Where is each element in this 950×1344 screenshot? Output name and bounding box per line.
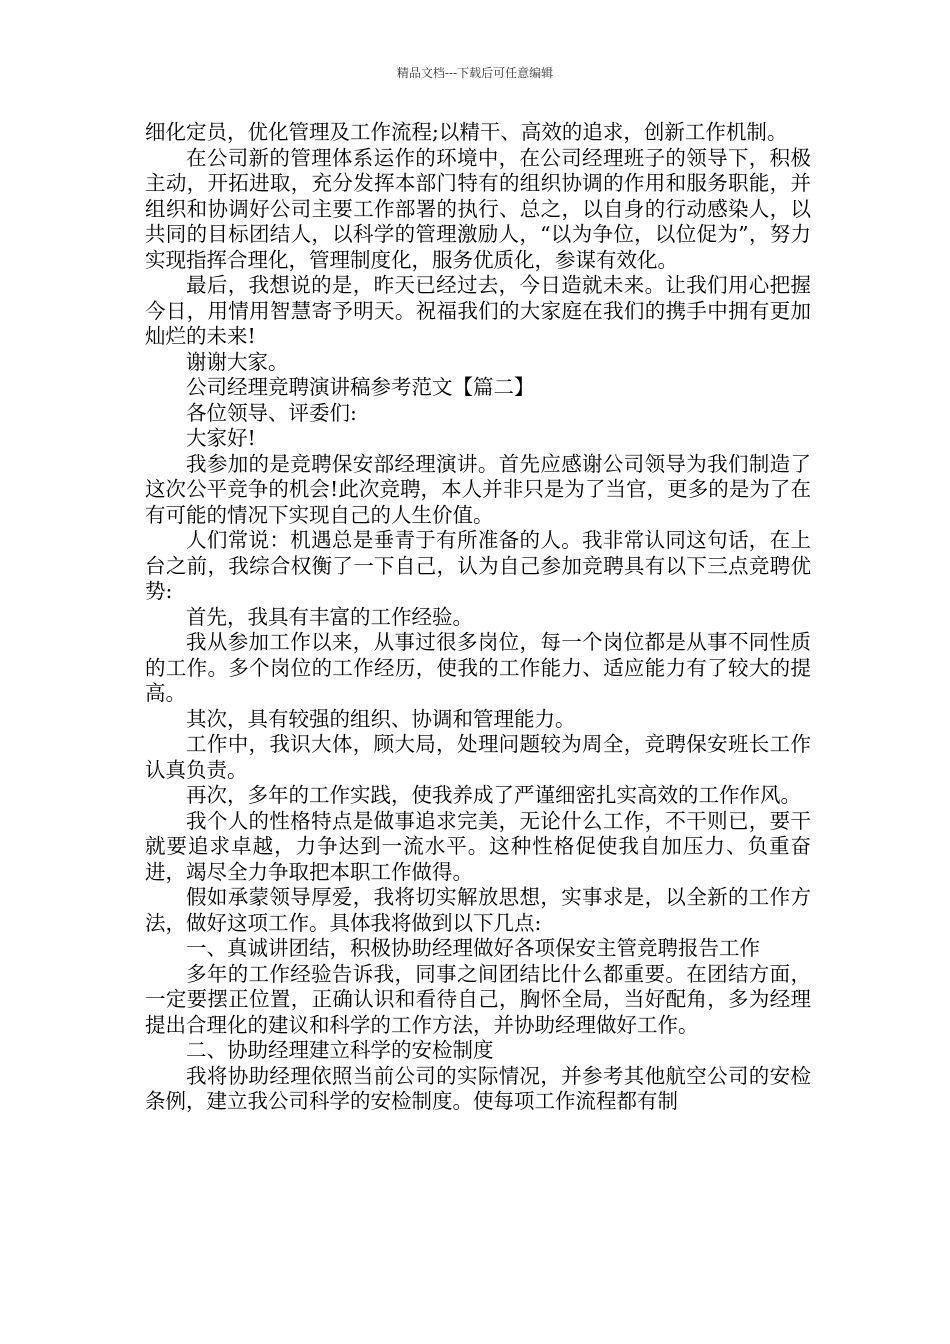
paragraph: 最后，我想说的是，昨天已经过去，今日造就未来。让我们用心把握今日，用情用智慧寄予明天。祝福我们的大家庭在我们的携手中拥有更加灿烂的未来! [145, 273, 811, 348]
paragraph: 假如承蒙领导厚爱，我将切实解放思想，实事求是，以全新的工作方法，做好这项工作。具体我将做到以下几点: [145, 885, 811, 935]
paragraph: 谢谢大家。 [186, 349, 289, 374]
page-header: 精品文档---下载后可任意编辑 [396, 66, 554, 80]
paragraph: 首先，我具有丰富的工作经验。 [186, 604, 473, 629]
document-body [145, 120, 811, 1115]
paragraph: 其次，具有较强的组织、协调和管理能力。 [186, 706, 576, 731]
paragraph: 工作中，我识大体，顾大局，处理问题较为周全，竞聘保安班长工作认真负责。 [145, 732, 811, 782]
paragraph: 各位领导、评委们: [186, 400, 357, 425]
paragraph: 我将协助经理依照当前公司的实际情况，并参考其他航空公司的安检条例，建立我公司科学的安检制度。使每项工作流程都有制 [145, 1063, 811, 1113]
paragraph: 多年的工作经验告诉我，同事之间团结比什么都重要。在团结方面，一定要摆正位置，正确认识和看待自己，胸怀全局，当好配角，多为经理提出合理化的建议和科学的工作方法，并协助经理做好工作。 [145, 961, 811, 1037]
paragraph: 公司经理竞聘演讲稿参考范文【篇二】 [186, 375, 535, 399]
paragraph: 大家好! [186, 426, 256, 450]
paragraph: 二、协助经理建立科学的安检制度 [186, 1038, 494, 1062]
paragraph: 我参加的是竞聘保安部经理演讲。首先应感谢公司领导为我们制造了这次公平竞争的机会!此次竞聘，本人并非只是为了当官，更多的是为了在有可能的情况下实现自己的人生价值。 [145, 451, 811, 527]
paragraph: 我个人的性格特点是做事追求完美，无论什么工作，不干则已，要干就要追求卓越，力争达到一流水平。这种性格促使我自加压力、负重奋进，竭尽全力争取把本职工作做得。 [145, 808, 811, 884]
paragraph: 一、真诚讲团结，积极协助经理做好各项保安主管竞聘报告工作 [186, 936, 760, 960]
paragraph: 人们常说：机遇总是垂青于有所准备的人。我非常认同这句话，在上台之前，我综合权衡了一下自己，认为自己参加竞聘具有以下三点竞聘优势: [145, 528, 811, 603]
paragraph: 再次，多年的工作实践，使我养成了严谨细密扎实高效的工作作风。 [186, 783, 801, 807]
paragraph: 在公司新的管理体系运作的环境中，在公司经理班子的领导下，积极主动，开拓进取，充分发挥本部门特有的组织协调的作用和服务职能，并组织和协调好公司主要工作部署的执行、总之，以自身的行动感染人，以共同的目标团结人，以科学的管理激励人，“以为争位，以位促为”，努力实现指挥合理化，管理制度化，服务优质化，参谋有效化。 [145, 145, 811, 272]
paragraph: 我从参加工作以来，从事过很多岗位，每一个岗位都是从事不同性质的工作。多个岗位的工作经历，使我的工作能力、适应能力有了较大的提高。 [145, 630, 811, 705]
paragraph: 细化定员，优化管理及工作流程;以精干、高效的追求，创新工作机制。 [145, 120, 788, 144]
